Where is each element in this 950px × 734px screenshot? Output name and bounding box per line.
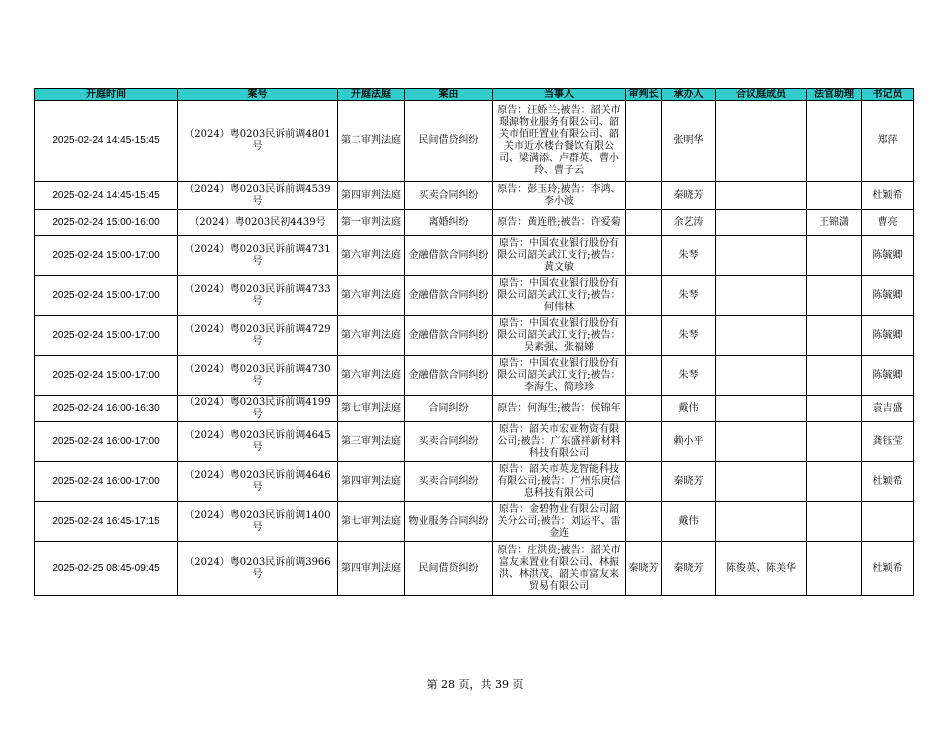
header-court-room: 开庭法庭 [338, 89, 405, 101]
hearing-time-cell: 2025-02-24 15:00-17:00 [35, 276, 178, 316]
judge-assistant-cell [807, 236, 862, 276]
judge-assistant-cell [807, 356, 862, 396]
clerk-cell: 杜颖希 [862, 462, 914, 502]
chief-judge-cell [626, 502, 662, 542]
cause-cell: 金融借款合同纠纷 [405, 316, 493, 356]
header-hearing-time: 开庭时间 [35, 89, 178, 101]
panel-members-cell [716, 101, 807, 182]
clerk-cell: 曹亮 [862, 210, 914, 236]
hearing-time-cell: 2025-02-24 15:00-17:00 [35, 316, 178, 356]
court-room-cell: 第二审判法庭 [338, 101, 405, 182]
header-handler: 承办人 [662, 89, 716, 101]
cause-cell: 合同纠纷 [405, 396, 493, 422]
parties-cell: 原告：何海生;被告：侯锦年 [493, 396, 626, 422]
chief-judge-cell [626, 182, 662, 210]
clerk-cell [862, 502, 914, 542]
chief-judge-cell [626, 422, 662, 462]
court-room-cell: 第七审判法庭 [338, 502, 405, 542]
case-number-cell: （2024）粤0203民诉前调4646号 [178, 462, 338, 502]
table-row [35, 462, 914, 502]
handler-cell: 朱琴 [662, 356, 716, 396]
header-case-number: 案号 [178, 89, 338, 101]
handler-cell: 秦晓芳 [662, 182, 716, 210]
handler-cell: 余艺涛 [662, 210, 716, 236]
case-number-cell: （2024）粤0203民诉前调4729号 [178, 316, 338, 356]
court-room-cell: 第六审判法庭 [338, 236, 405, 276]
chief-judge-cell [626, 276, 662, 316]
handler-cell: 秦晓芳 [662, 462, 716, 502]
table-row [35, 101, 914, 182]
header-clerk: 书记员 [862, 89, 914, 101]
header-chief-judge: 审判长 [626, 89, 662, 101]
case-number-cell: （2024）粤0203民诉前调4801号 [178, 101, 338, 182]
table-row [35, 316, 914, 356]
cause-cell: 买卖合同纠纷 [405, 462, 493, 502]
judge-assistant-cell [807, 276, 862, 316]
parties-cell: 原告：金碧物业有限公司韶关分公司;被告：刘运平、雷金连 [493, 502, 626, 542]
handler-cell: 戴伟 [662, 396, 716, 422]
court-room-cell: 第三审判法庭 [338, 422, 405, 462]
hearing-time-cell: 2025-02-24 16:00-17:00 [35, 462, 178, 502]
table-body [35, 101, 914, 596]
court-room-cell: 第四审判法庭 [338, 462, 405, 502]
judge-assistant-cell [807, 101, 862, 182]
panel-members-cell [716, 356, 807, 396]
clerk-cell: 龚钰莹 [862, 422, 914, 462]
hearing-time-cell: 2025-02-25 08:45-09:45 [35, 542, 178, 596]
clerk-cell: 陈毓卿 [862, 276, 914, 316]
table-row [35, 422, 914, 462]
table-row [35, 236, 914, 276]
court-room-cell: 第四审判法庭 [338, 542, 405, 596]
handler-cell: 朱琴 [662, 316, 716, 356]
table-row [35, 276, 914, 316]
header-panel-members: 合议庭成员 [716, 89, 807, 101]
judge-assistant-cell: 王锦潇 [807, 210, 862, 236]
panel-members-cell [716, 236, 807, 276]
case-number-cell: （2024）粤0203民诉前调3966号 [178, 542, 338, 596]
case-number-cell: （2024）粤0203民诉前调4730号 [178, 356, 338, 396]
handler-cell: 赖小平 [662, 422, 716, 462]
parties-cell: 原告：中国农业银行股份有限公司韶关武江支行;被告：黄文敏 [493, 236, 626, 276]
judge-assistant-cell [807, 182, 862, 210]
court-room-cell: 第四审判法庭 [338, 182, 405, 210]
parties-cell: 原告：庄洪贵;被告：韶关市富友来置业有限公司、林振洪、林洪茂、韶关市富友来贸易有限公司 [493, 542, 626, 596]
panel-members-cell [716, 182, 807, 210]
case-number-cell: （2024）粤0203民诉前调4733号 [178, 276, 338, 316]
panel-members-cell [716, 316, 807, 356]
handler-cell: 戴伟 [662, 502, 716, 542]
parties-cell: 原告：韶关市宏亚物资有限公司;被告：广东盛祥新材料科技有限公司 [493, 422, 626, 462]
chief-judge-cell [626, 462, 662, 502]
case-number-cell: （2024）粤0203民诉前调4645号 [178, 422, 338, 462]
parties-cell: 原告：彭玉玲;被告：李鸿、李小波 [493, 182, 626, 210]
header-judge-assistant: 法官助理 [807, 89, 862, 101]
handler-cell: 朱琴 [662, 276, 716, 316]
panel-members-cell [716, 210, 807, 236]
clerk-cell: 袁吉盛 [862, 396, 914, 422]
panel-members-cell [716, 462, 807, 502]
cause-cell: 买卖合同纠纷 [405, 422, 493, 462]
case-number-cell: （2024）粤0203民初4439号 [178, 210, 338, 236]
panel-members-cell [716, 502, 807, 542]
panel-members-cell [716, 396, 807, 422]
judge-assistant-cell [807, 316, 862, 356]
panel-members-cell: 陈俊英、陈美华 [716, 542, 807, 596]
parties-cell: 原告：中国农业银行股份有限公司韶关武江支行;被告：李海生、简珍珍 [493, 356, 626, 396]
hearing-time-cell: 2025-02-24 15:00-17:00 [35, 236, 178, 276]
judge-assistant-cell [807, 462, 862, 502]
header-parties: 当事人 [493, 89, 626, 101]
table-row [35, 396, 914, 422]
judge-assistant-cell [807, 502, 862, 542]
table-row [35, 542, 914, 596]
parties-cell: 原告：汪娇兰;被告：韶关市璟源物业服务有限公司、韶关市佰旺置业有限公司、韶关市近水楼台餐饮有限公司、梁满添、卢群英、曹小玲、曹子云 [493, 101, 626, 182]
parties-cell: 原告：中国农业银行股份有限公司韶关武江支行;被告：吴素强、张福娣 [493, 316, 626, 356]
hearing-time-cell: 2025-02-24 15:00-17:00 [35, 356, 178, 396]
court-room-cell: 第六审判法庭 [338, 356, 405, 396]
table-row [35, 502, 914, 542]
court-room-cell: 第六审判法庭 [338, 316, 405, 356]
court-room-cell: 第一审判法庭 [338, 210, 405, 236]
chief-judge-cell [626, 316, 662, 356]
parties-cell: 原告：中国农业银行股份有限公司韶关武江支行;被告：何伟林 [493, 276, 626, 316]
header-cause: 案由 [405, 89, 493, 101]
judge-assistant-cell [807, 396, 862, 422]
clerk-cell: 陈毓卿 [862, 316, 914, 356]
table-header [35, 89, 914, 101]
court-room-cell: 第七审判法庭 [338, 396, 405, 422]
chief-judge-cell [626, 101, 662, 182]
chief-judge-cell [626, 236, 662, 276]
case-number-cell: （2024）粤0203民诉前调1400号 [178, 502, 338, 542]
hearing-time-cell: 2025-02-24 16:00-16:30 [35, 396, 178, 422]
table-row [35, 210, 914, 236]
hearing-time-cell: 2025-02-24 14:45-15:45 [35, 101, 178, 182]
parties-cell: 原告：黄连胜;被告：许爱菊 [493, 210, 626, 236]
chief-judge-cell: 秦晓芳 [626, 542, 662, 596]
judge-assistant-cell [807, 542, 862, 596]
clerk-cell: 杜颖希 [862, 542, 914, 596]
cause-cell: 民间借贷纠纷 [405, 101, 493, 182]
hearing-time-cell: 2025-02-24 14:45-15:45 [35, 182, 178, 210]
handler-cell: 张明华 [662, 101, 716, 182]
panel-members-cell [716, 422, 807, 462]
table-row [35, 356, 914, 396]
handler-cell: 朱琴 [662, 236, 716, 276]
clerk-cell: 陈毓卿 [862, 356, 914, 396]
cause-cell: 物业服务合同纠纷 [405, 502, 493, 542]
case-number-cell: （2024）粤0203民诉前调4199号 [178, 396, 338, 422]
clerk-cell: 陈毓卿 [862, 236, 914, 276]
hearing-time-cell: 2025-02-24 15:00-16:00 [35, 210, 178, 236]
court-schedule-table [34, 88, 914, 596]
judge-assistant-cell [807, 422, 862, 462]
cause-cell: 金融借款合同纠纷 [405, 356, 493, 396]
panel-members-cell [716, 276, 807, 316]
court-room-cell: 第六审判法庭 [338, 276, 405, 316]
case-number-cell: （2024）粤0203民诉前调4539号 [178, 182, 338, 210]
clerk-cell: 郑萍 [862, 101, 914, 182]
case-number-cell: （2024）粤0203民诉前调4731号 [178, 236, 338, 276]
cause-cell: 金融借款合同纠纷 [405, 236, 493, 276]
handler-cell: 秦晓芳 [662, 542, 716, 596]
cause-cell: 金融借款合同纠纷 [405, 276, 493, 316]
chief-judge-cell [626, 396, 662, 422]
cause-cell: 民间借贷纠纷 [405, 542, 493, 596]
parties-cell: 原告：韶关市英龙智能科技有限公司;被告：广州乐庚信息科技有限公司 [493, 462, 626, 502]
cause-cell: 买卖合同纠纷 [405, 182, 493, 210]
cause-cell: 离婚纠纷 [405, 210, 493, 236]
hearing-time-cell: 2025-02-24 16:45-17:15 [35, 502, 178, 542]
hearing-time-cell: 2025-02-24 16:00-17:00 [35, 422, 178, 462]
page-footer: 第 28 页，共 39 页 [426, 678, 524, 691]
chief-judge-cell [626, 210, 662, 236]
chief-judge-cell [626, 356, 662, 396]
table-row [35, 182, 914, 210]
clerk-cell: 杜颖希 [862, 182, 914, 210]
